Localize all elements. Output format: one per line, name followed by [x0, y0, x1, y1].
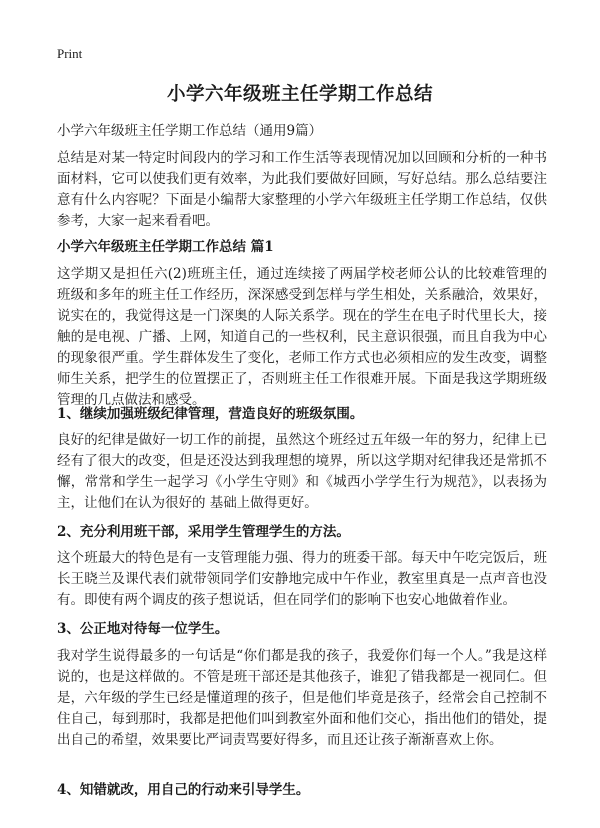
section-heading-2: 2、充分利用班干部，采用学生管理学生的方法。	[57, 524, 350, 540]
article-heading: 小学六年级班主任学期工作总结 篇1	[57, 239, 274, 255]
article-intro-paragraph: 这学期又是担任六(2)班班主任，通过连续接了两届学校老师公认的比较难管理的班级和多年的班主任工作经历，深深感受到怎样与学生相处，关系融洽，效果好，说实在的，我觉得这是一门深奥的人际关系学。现在的学生在电子时代里长大，接触的是电视、广播、上网，知道自己的一些权利，民主意识很强，而且自我为中心的现象很严重。学生群体发生了变化，老师工作方式也必须相应的发生改变，调整师生关系，把学生的位置摆正了，否则班主任工作很难开展。下面是我这学期班级管理的几点做法和感受。	[57, 266, 547, 408]
document-subtitle: 小学六年级班主任学期工作总结（通用9篇）	[57, 123, 323, 139]
section-heading-4: 4、知错就改，用自己的行动来引导学生。	[57, 782, 310, 798]
section-body-1: 良好的纪律是做好一切工作的前提，虽然这个班经过五年级一年的努力，纪律上已经有了很大的改变，但是还没达到我理想的境界，所以这学期对纪律我还是常抓不懈，常常和学生一起学习《小学生守则》和《城西小学学生行为规范》，以表扬为主，让他们在认为很好的 基础上做得更好。	[57, 432, 547, 511]
section-body-2: 这个班最大的特色是有一支管理能力强、得力的班委干部。每天中午吃完饭后，班长王晓兰及课代表们就带领同学们安静地完成中午作业，教室里真是一点声音也没有。即使有两个调皮的孩子想说话，但在同学们的影响下也安心地做着作业。	[57, 550, 547, 608]
page-title: 小学六年级班主任学期工作总结	[166, 84, 433, 105]
print-link[interactable]: Print	[57, 46, 83, 61]
section-body-3: 我对学生说得最多的一句话是“你们都是我的孩子，我爱你们每一个人。”我是这样说的，也是这样做的。不管是班干部还是其他孩子，谁犯了错我都是一视同仁。但是，六年级的学生已经是懂道理的孩子，但是他们毕竟是孩子，经常会自己控制不住自己，每到那时，我都是把他们叫到教室外面和他们交心，指出他们的错处，提出自己的希望，效果要比严词责骂要好得多，而且还让孩子渐渐喜欢上你。	[57, 648, 547, 748]
section-heading-1: 1、继续加强班级纪律管理，营造良好的班级氛围。	[57, 406, 364, 422]
section-heading-3: 3、公正地对待每一位学生。	[57, 621, 229, 637]
intro-paragraph: 总结是对某一特定时间段内的学习和工作生活等表现情况加以回顾和分析的一种书面材料，它可以使我们更有效率，为此我们要做好回顾，写好总结。那么总结要注意有什么内容呢？下面是小编帮大家整理的小学六年级班主任学期工作总结，仅供参考，大家一起来看看吧。	[57, 150, 547, 229]
